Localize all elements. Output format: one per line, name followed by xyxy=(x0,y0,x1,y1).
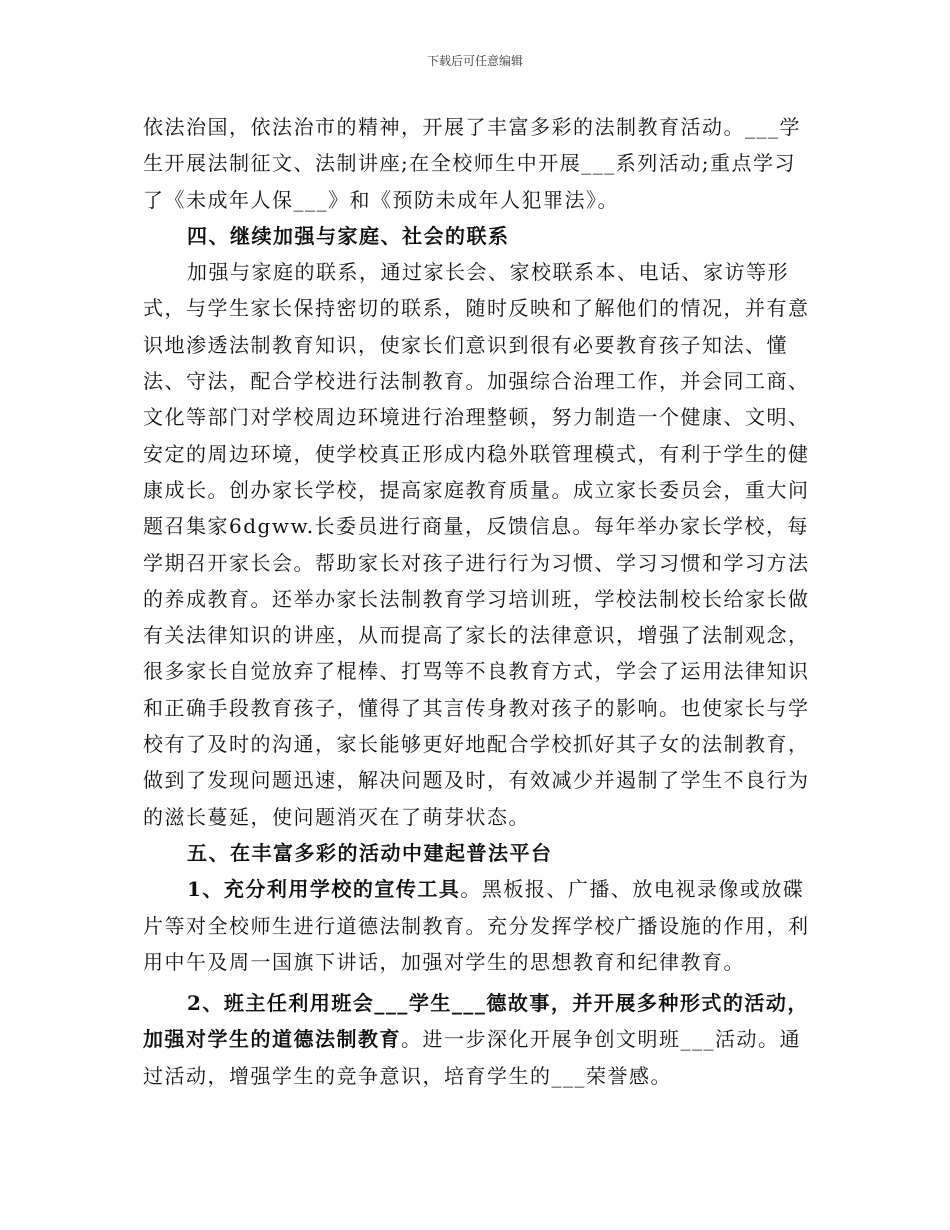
list-item-class-meeting-text: 。进一步深化开展争创文明班___活动。通过活动，增强学生的竞争意识，培育学生的___荣誉感。 xyxy=(143,1027,801,1088)
document-body xyxy=(143,109,811,1094)
header-note: 下载后可任意编辑 xyxy=(426,54,523,68)
section-heading-law-platform: 五、在丰富多彩的活动中建起普法平台 xyxy=(187,840,553,865)
list-item-class-meeting xyxy=(143,985,811,1094)
paragraph-law-activities: 依法治国，依法治市的精神，开展了丰富多彩的法制教育活动。___学生开展法制征文、法制讲座;在全校师生中开展___系列活动;重点学习了《未成年人保___》和《预防未成年人犯罪法》。 xyxy=(143,115,801,212)
list-item-class-meeting-title: 2、班主任利用班会___学生___德故事，并开展多种形式的活动，加强对学生的道德法制教育 xyxy=(143,991,809,1052)
list-item-school-publicity xyxy=(143,871,811,980)
paragraph-family-contact: 加强与家庭的联系，通过家长会、家校联系本、电话、家访等形式，与学生家长保持密切的联系，随时反映和了解他们的情况，并有意识地渗透法制教育知识，使家长们意识到很有必要教育孩子知法、懂法、守法，配合学校进行法制教育。加强综合治理工作，并会同工商、文化等部门对学校周边环境进行治理整顿，努力制造一个健康、文明、安定的周边环境，使学校真正形成内稳外联管理模式，有利于学生的健康成长。创办家长学校，提高家庭教育质量。成立家长委员会，重大问题召集家6dgww.长委员进行商量，反馈信息。每年举办家长学校，每学期召开家长会。帮助家长对孩子进行行为习惯、学习习惯和学习方法的养成教育。还举办家长法制教育学习培训班，学校法制校长给家长做有关法律知识的讲座，从而提高了家长的法律意识，增强了法制观念，很多家长自觉放弃了棍棒、打骂等不良教育方式，学会了运用法律知识和正确手段教育孩子，懂得了其言传身教对孩子的影响。也使家长与学校有了及时的沟通，家长能够更好地配合学校抓好其子女的法制教育，做到了发现问题迅速，解决问题及时，有效减少并遏制了学生不良行为的滋长蔓延，使问题消灭在了萌芽状态。 xyxy=(143,260,810,829)
list-item-school-publicity-title: 1、充分利用学校的宣传工具 xyxy=(187,877,461,902)
section-heading-family-society: 四、继续加强与家庭、社会的联系 xyxy=(187,223,510,248)
list-item-school-publicity-text: 。黑板报、广播、放电视录像或放碟片等对全校师生进行道德法制教育。充分发挥学校广播设施的作用，利用中午及周一国旗下讲话，加强对学生的思想教育和纪律教育。 xyxy=(143,877,810,974)
